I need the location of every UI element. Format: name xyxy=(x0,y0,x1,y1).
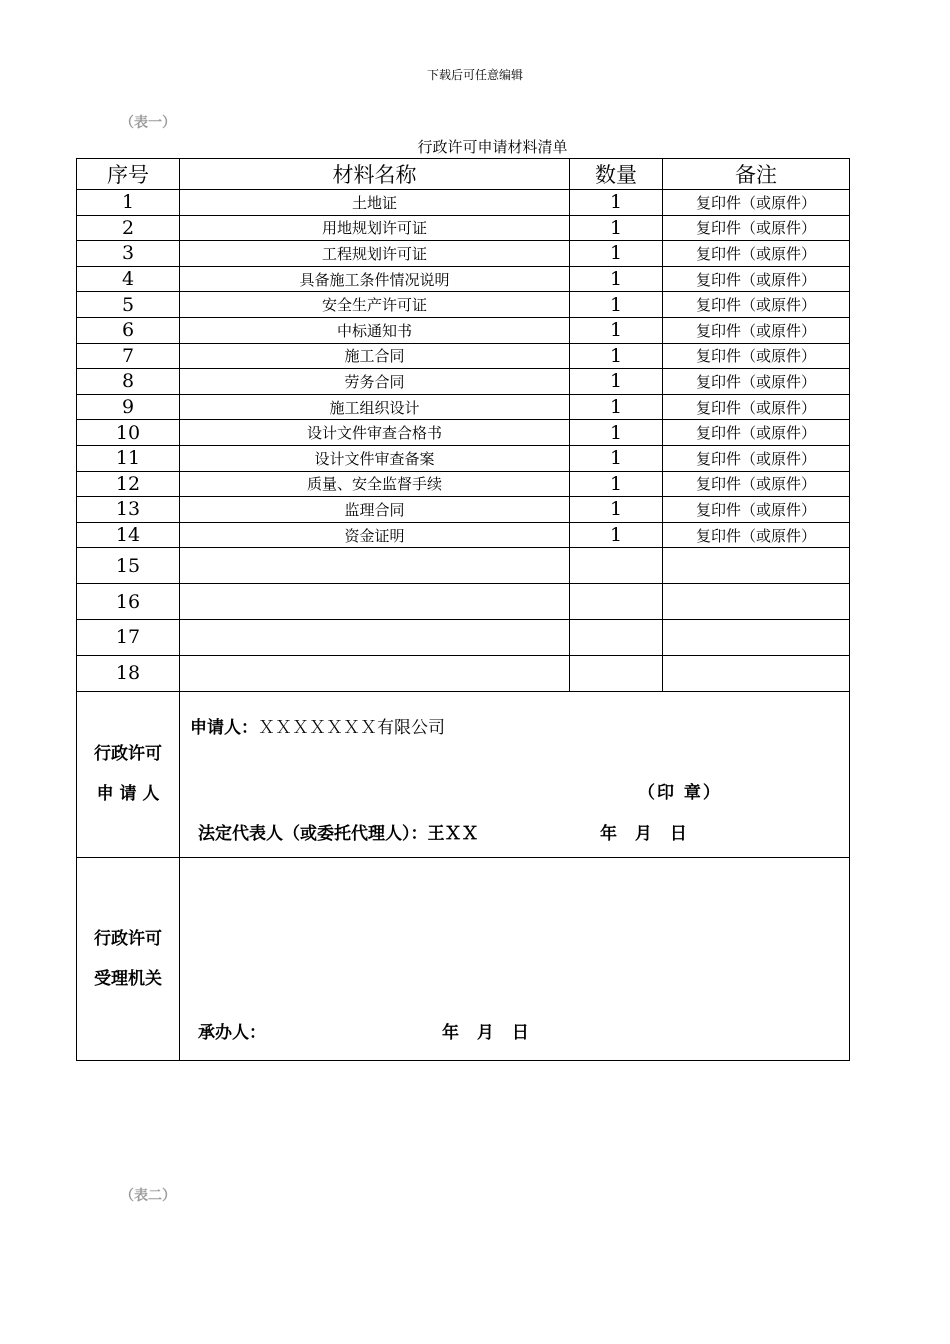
authority-row xyxy=(77,857,850,1060)
quantity: 1 xyxy=(570,497,663,523)
material-name: 土地证 xyxy=(180,190,570,216)
column-header-note: 备注 xyxy=(663,159,850,190)
quantity: 1 xyxy=(570,369,663,395)
row-number: 3 xyxy=(77,241,180,267)
row-number: 9 xyxy=(77,394,180,420)
table-row xyxy=(77,445,850,471)
table-row xyxy=(77,241,850,267)
applicant-date: 年 月 日 xyxy=(600,823,693,844)
material-name xyxy=(180,548,570,584)
material-name: 工程规划许可证 xyxy=(180,241,570,267)
material-name: 施工合同 xyxy=(180,343,570,369)
row-number: 11 xyxy=(77,445,180,471)
row-number: 18 xyxy=(77,655,180,691)
table-row xyxy=(77,292,850,318)
remark: 复印件（或原件） xyxy=(663,190,850,216)
row-number: 6 xyxy=(77,317,180,343)
remark xyxy=(663,619,850,655)
material-name: 劳务合同 xyxy=(180,369,570,395)
remark: 复印件（或原件） xyxy=(663,292,850,318)
row-number: 15 xyxy=(77,548,180,584)
quantity: 1 xyxy=(570,445,663,471)
row-number: 4 xyxy=(77,266,180,292)
material-name: 具备施工条件情况说明 xyxy=(180,266,570,292)
material-name: 安全生产许可证 xyxy=(180,292,570,318)
remark: 复印件（或原件） xyxy=(663,343,850,369)
row-number: 7 xyxy=(77,343,180,369)
remark: 复印件（或原件） xyxy=(663,241,850,267)
row-number: 8 xyxy=(77,369,180,395)
remark: 复印件（或原件） xyxy=(663,420,850,446)
quantity: 1 xyxy=(570,343,663,369)
material-name xyxy=(180,619,570,655)
table-row xyxy=(77,420,850,446)
authority-label xyxy=(77,857,180,1060)
quantity xyxy=(570,548,663,584)
table-row xyxy=(77,619,850,655)
authority-label-line2: 受理机关 xyxy=(94,968,162,989)
row-number: 16 xyxy=(77,584,180,620)
quantity: 1 xyxy=(570,420,663,446)
quantity xyxy=(570,655,663,691)
remark: 复印件（或原件） xyxy=(663,215,850,241)
applicant-field-label: 申请人： xyxy=(190,717,258,738)
handler-label: 承办人： xyxy=(198,1022,266,1043)
authority-date: 年 月 日 xyxy=(442,1022,535,1043)
quantity: 1 xyxy=(570,394,663,420)
material-name: 监理合同 xyxy=(180,497,570,523)
material-name: 施工组织设计 xyxy=(180,394,570,420)
quantity: 1 xyxy=(570,522,663,548)
material-name: 资金证明 xyxy=(180,522,570,548)
remark: 复印件（或原件） xyxy=(663,497,850,523)
quantity: 1 xyxy=(570,317,663,343)
row-number: 14 xyxy=(77,522,180,548)
table-row xyxy=(77,343,850,369)
remark: 复印件（或原件） xyxy=(663,317,850,343)
table-row xyxy=(77,655,850,691)
quantity: 1 xyxy=(570,471,663,497)
seal-text: （印 章） xyxy=(638,782,722,803)
remark xyxy=(663,584,850,620)
quantity: 1 xyxy=(570,215,663,241)
applicant-name: ＸＸＸＸＸＸＸ有限公司 xyxy=(258,717,445,738)
row-number: 1 xyxy=(77,190,180,216)
table-header-row xyxy=(77,159,850,190)
quantity xyxy=(570,619,663,655)
material-name xyxy=(180,655,570,691)
table-row xyxy=(77,369,850,395)
table-row xyxy=(77,394,850,420)
table-row xyxy=(77,215,850,241)
applicant-label xyxy=(77,691,180,857)
remark xyxy=(663,655,850,691)
column-header-num: 序号 xyxy=(77,159,180,190)
remark: 复印件（或原件） xyxy=(663,394,850,420)
column-header-qty: 数量 xyxy=(570,159,663,190)
table-row xyxy=(77,522,850,548)
row-number: 5 xyxy=(77,292,180,318)
table-tag-1: （表一） xyxy=(120,115,176,131)
remark: 复印件（或原件） xyxy=(663,266,850,292)
applicant-block xyxy=(180,691,850,857)
table-row xyxy=(77,317,850,343)
header-note: 下载后可任意编辑 xyxy=(426,68,523,82)
table-row xyxy=(77,190,850,216)
row-number: 13 xyxy=(77,497,180,523)
table-row xyxy=(77,266,850,292)
quantity: 1 xyxy=(570,241,663,267)
material-name: 用地规划许可证 xyxy=(180,215,570,241)
material-name: 质量、安全监督手续 xyxy=(180,471,570,497)
applicant-label-line1: 行政许可 xyxy=(94,744,162,764)
legal-representative: 法定代表人（或委托代理人）：王ＸＸ xyxy=(198,823,479,844)
table-row xyxy=(77,584,850,620)
table-row xyxy=(77,497,850,523)
row-number: 10 xyxy=(77,420,180,446)
row-number: 12 xyxy=(77,471,180,497)
remark xyxy=(663,548,850,584)
remark: 复印件（或原件） xyxy=(663,522,850,548)
document-title: 行政许可申请材料清单 xyxy=(417,138,568,156)
material-name: 设计文件审查合格书 xyxy=(180,420,570,446)
row-number: 2 xyxy=(77,215,180,241)
remark: 复印件（或原件） xyxy=(663,369,850,395)
table-row xyxy=(77,548,850,584)
materials-table xyxy=(76,158,850,1061)
applicant-row xyxy=(77,691,850,857)
quantity: 1 xyxy=(570,292,663,318)
authority-block xyxy=(180,857,850,1060)
table-tag-2: （表二） xyxy=(120,1188,176,1204)
applicant-label-line2: 申 请 人 xyxy=(96,784,160,804)
material-name: 中标通知书 xyxy=(180,317,570,343)
quantity: 1 xyxy=(570,266,663,292)
authority-label-line1: 行政许可 xyxy=(94,928,162,949)
remark: 复印件（或原件） xyxy=(663,471,850,497)
quantity xyxy=(570,584,663,620)
quantity: 1 xyxy=(570,190,663,216)
material-name xyxy=(180,584,570,620)
material-name: 设计文件审查备案 xyxy=(180,445,570,471)
row-number: 17 xyxy=(77,619,180,655)
remark: 复印件（或原件） xyxy=(663,445,850,471)
table-row xyxy=(77,471,850,497)
column-header-name: 材料名称 xyxy=(180,159,570,190)
